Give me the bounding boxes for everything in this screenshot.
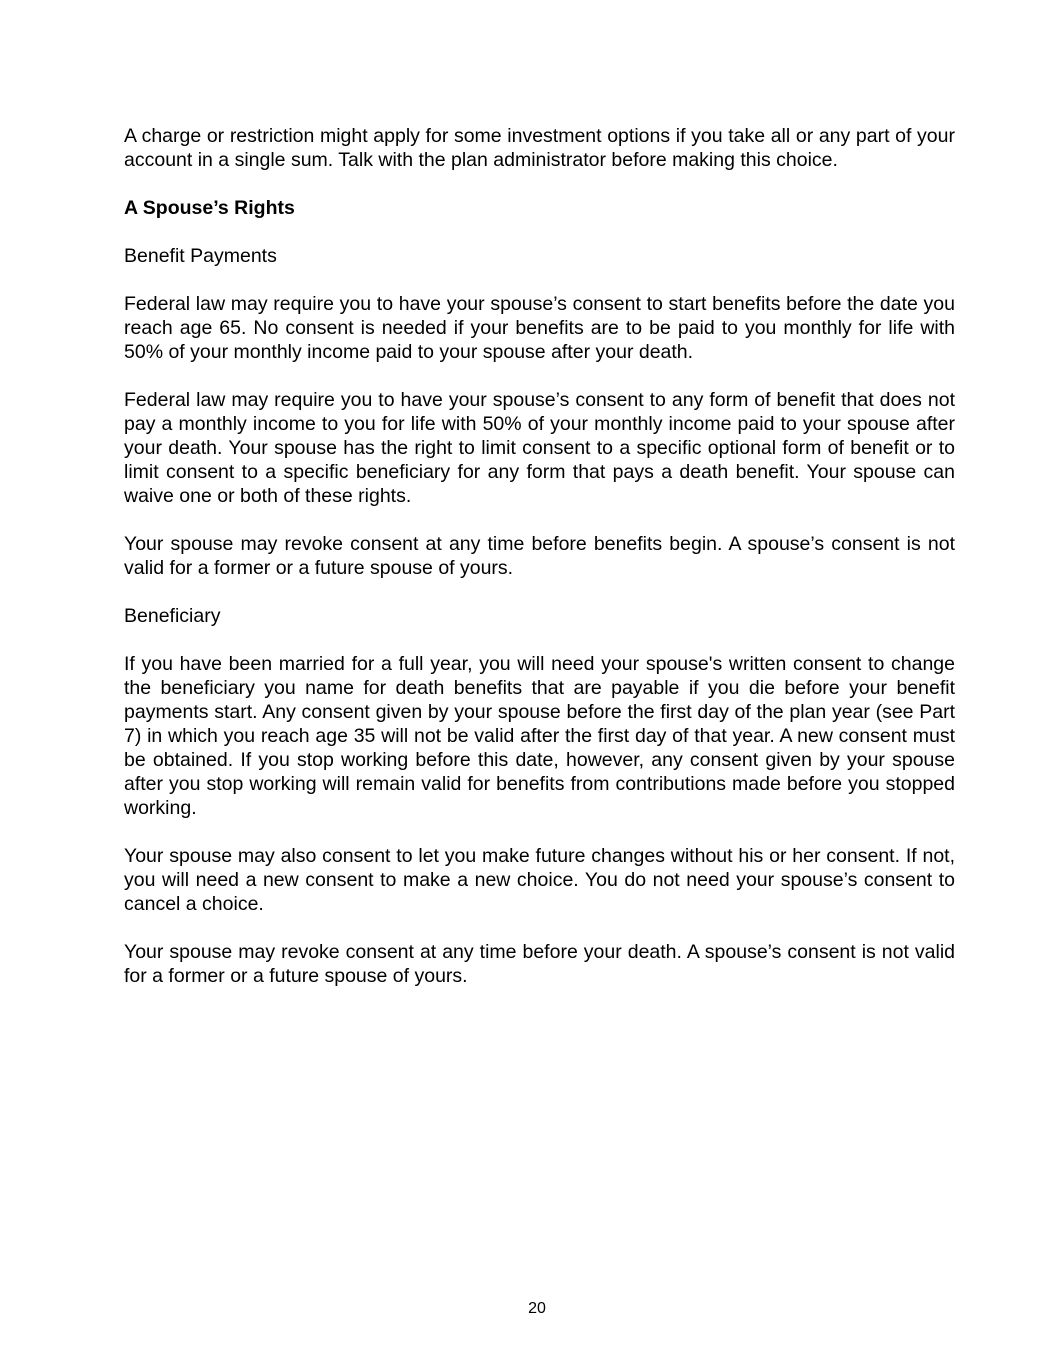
benefit-payments-paragraph-3: Your spouse may revoke consent at any time before benefits begin. A spouse’s consent is not valid for a former or a future spouse of yours. — [124, 533, 955, 579]
benefit-payments-subheading: Benefit Payments — [124, 245, 277, 267]
beneficiary-subheading: Beneficiary — [124, 605, 221, 627]
intro-paragraph: A charge or restriction might apply for some investment options if you take all or any part of your account in a single sum. Talk with the plan administrator before making this choice. — [124, 125, 955, 171]
document-body — [124, 124, 955, 1012]
beneficiary-paragraph-2: Your spouse may also consent to let you make future changes without his or her consent. If not, you will need a new consent to make a new choice. You do not need your spouse’s consent to cancel a choice. — [124, 845, 955, 915]
beneficiary-paragraph-3: Your spouse may revoke consent at any time before your death. A spouse’s consent is not valid for a former or a future spouse of yours. — [124, 941, 955, 987]
section-heading: A Spouse’s Rights — [124, 197, 295, 219]
benefit-payments-paragraph-1: Federal law may require you to have your spouse’s consent to start benefits before the date you reach age 65. No consent is needed if your benefits are to be paid to you monthly for life with 50% of your monthly income paid to your spouse after your death. — [124, 293, 955, 363]
benefit-payments-paragraph-2: Federal law may require you to have your spouse’s consent to any form of benefit that does not pay a monthly income to you for life with 50% of your monthly income paid to your spouse after your death. Your spouse has the right to limit consent to a specific optional form of benefit or to limit consent to a specific beneficiary for any form that pays a death benefit. Your spouse can waive one or both of these rights. — [124, 389, 955, 507]
page-number: 20 — [528, 1300, 546, 1317]
beneficiary-paragraph-1: If you have been married for a full year, you will need your spouse's written consent to change the beneficiary you name for death benefits that are payable if you die before your benefit payments start. Any consent given by your spouse before the first day of the plan year (see Part 7) in which you reach age 35 will not be valid after the first day of that year. A new consent must be obtained. If you stop working before this date, however, any consent given by your spouse after you stop working will remain valid for benefits from contributions made before you stopped working. — [124, 653, 955, 819]
